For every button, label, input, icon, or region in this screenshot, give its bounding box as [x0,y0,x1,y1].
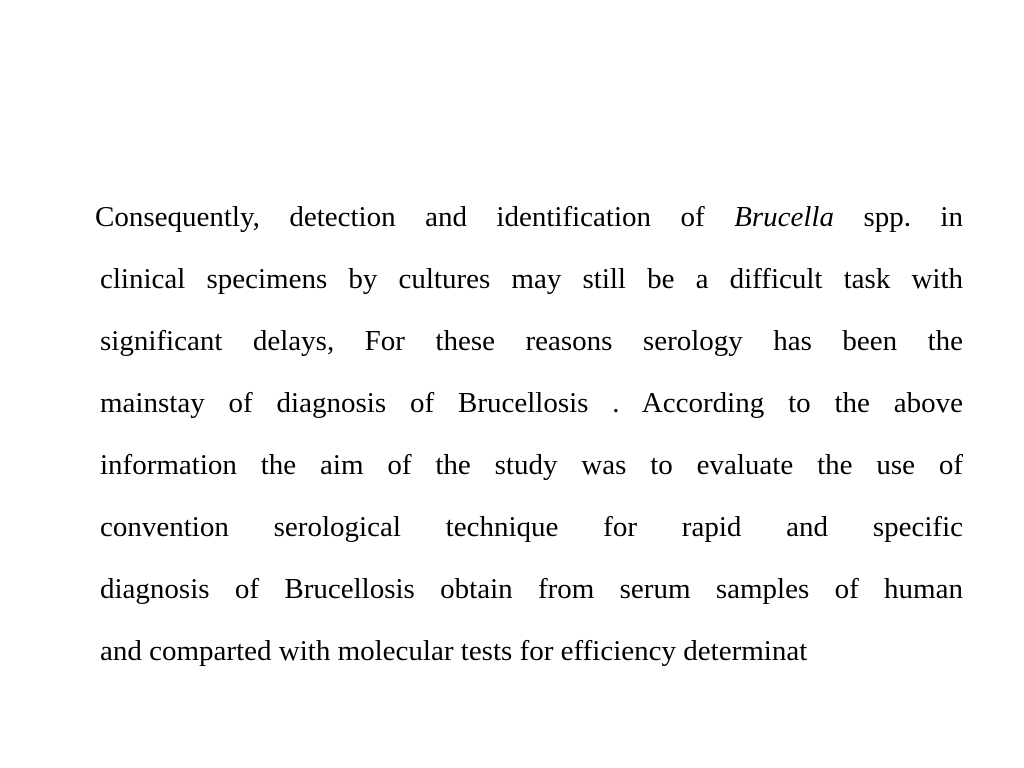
paragraph-line-2: clinical specimens by cultures may still be a difficult task with [100,263,963,295]
paragraph-line-4: mainstay of diagnosis of Brucellosis . According to the above [100,387,963,419]
body-paragraph [95,186,963,682]
line-1-text-end: spp. in [863,201,963,233]
paragraph-line-7: diagnosis of Brucellosis obtain from serum samples of human [100,573,963,605]
italic-term-brucella: Brucella [734,201,834,233]
paragraph-line-6: convention serological technique for rapid and specific [100,511,963,543]
paragraph-line-3: significant delays, For these reasons serology has been the [100,325,963,357]
paragraph-line-8: and comparted with molecular tests for efficiency determinat [100,635,808,667]
paragraph-line-5: information the aim of the study was to evaluate the use of [100,449,963,481]
line-1-text-start: Consequently, detection and identification of [95,201,705,233]
paragraph-line-1 [95,186,963,248]
